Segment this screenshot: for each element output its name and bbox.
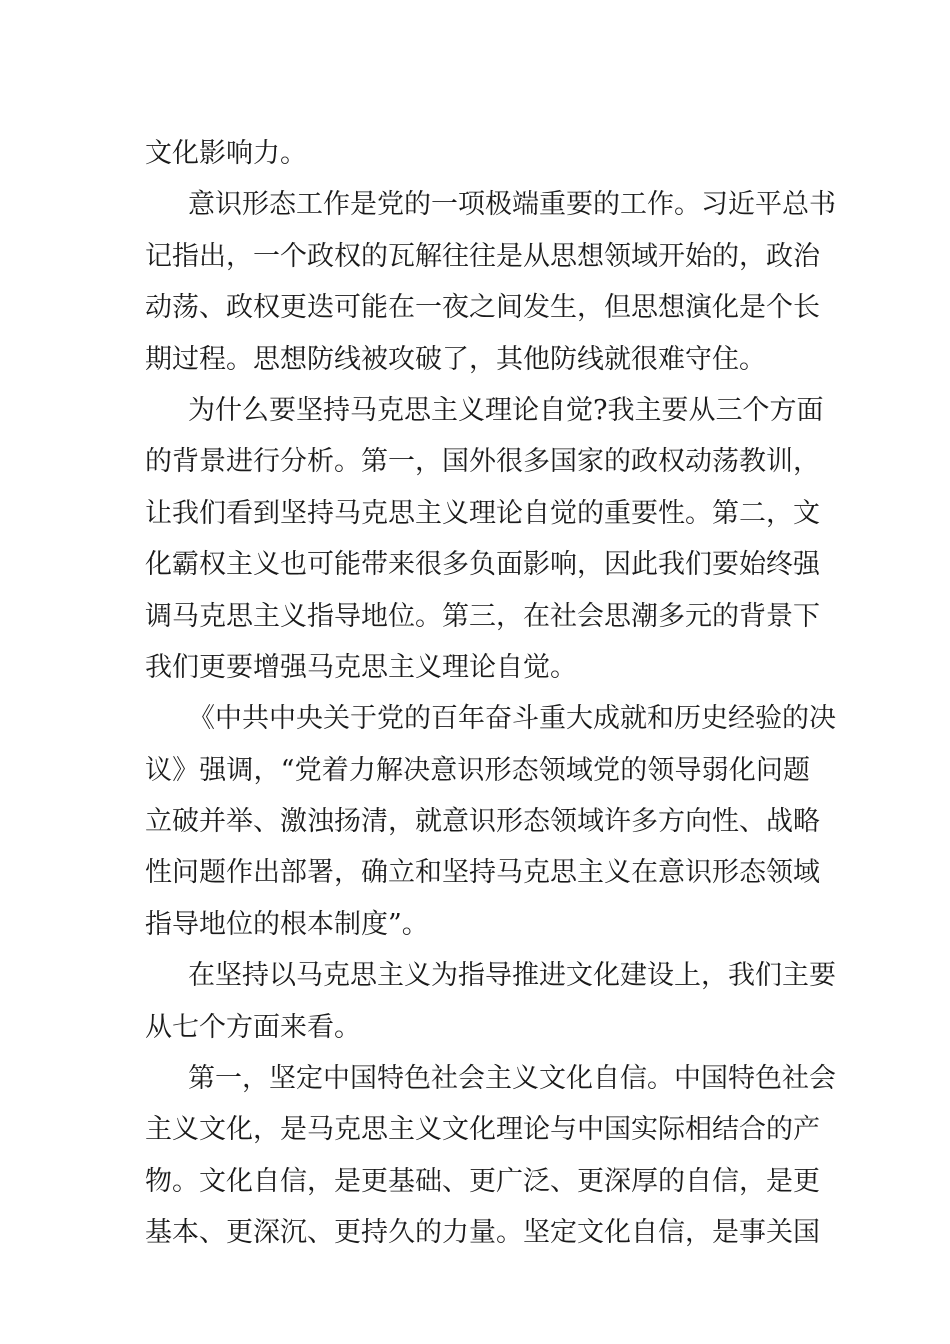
text-line: 立破并举、激浊扬清，就意识形态领域许多方向性、战略 xyxy=(145,806,820,838)
text-line: 为什么要坚持马克思主义理论自觉?我主要从三个方面 xyxy=(188,394,824,426)
text-line: 议》强调，“党着力解决意识形态领域党的领导弱化问题 xyxy=(145,754,810,786)
text-line: 记指出，一个政权的瓦解往往是从思想领域开始的，政治 xyxy=(145,240,820,272)
document-body xyxy=(145,128,836,1259)
text-line: 我们更要增强马克思主义理论自觉。 xyxy=(145,651,577,683)
text-line: 文化影响力。 xyxy=(145,138,307,169)
text-line: 让我们看到坚持马克思主义理论自觉的重要性。第二，文 xyxy=(145,497,820,529)
text-line: 调马克思主义指导地位。第三，在社会思潮多元的背景下 xyxy=(145,600,820,632)
text-line: 在坚持以马克思主义为指导推进文化建设上，我们主要 xyxy=(188,960,836,992)
text-line: 物。文化自信，是更基础、更广泛、更深厚的自信，是更 xyxy=(145,1165,820,1197)
text-line: 基本、更深沉、更持久的力量。坚定文化自信，是事关国 xyxy=(145,1217,820,1249)
text-line: 主义文化，是马克思主义文化理论与中国实际相结合的产 xyxy=(145,1114,820,1146)
text-line: 动荡、政权更迭可能在一夜之间发生，但思想演化是个长 xyxy=(145,292,820,324)
text-line: 第一，坚定中国特色社会主义文化自信。中国特色社会 xyxy=(188,1063,836,1095)
text-line: 化霸权主义也可能带来很多负面影响，因此我们要始终强 xyxy=(145,549,820,581)
text-line: 从七个方面来看。 xyxy=(145,1011,361,1043)
text-line: 《中共中央关于党的百年奋斗重大成就和历史经验的决 xyxy=(188,703,836,735)
text-line: 指导地位的根本制度”。 xyxy=(145,908,429,940)
text-line: 的背景进行分析。第一，国外很多国家的政权动荡教训， xyxy=(145,446,820,478)
text-line: 意识形态工作是党的一项极端重要的工作。习近平总书 xyxy=(188,189,836,221)
text-line: 性问题作出部署，确立和坚持马克思主义在意识形态领域 xyxy=(145,857,820,889)
text-line: 期过程。思想防线被攻破了，其他防线就很难守住。 xyxy=(145,343,766,375)
